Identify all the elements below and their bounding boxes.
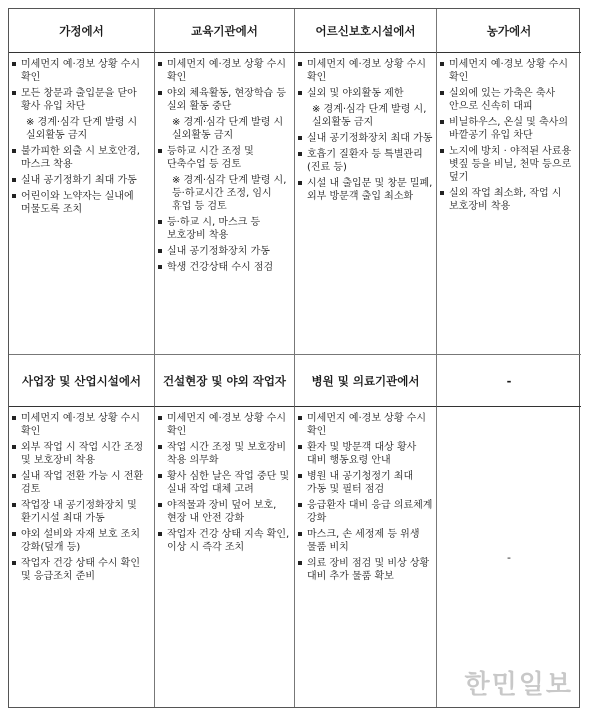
- guideline-item: 의료 장비 점검 및 비상 상황 대비 추가 물품 확보: [298, 557, 433, 583]
- guideline-item: 불가피한 외출 시 보호안경, 마스크 착용: [12, 145, 151, 171]
- guideline-item: 미세먼지 예·경보 상황 수시 확인: [298, 412, 433, 438]
- guideline-item: 실내 작업 전환 가능 시 전환 검토: [12, 470, 151, 496]
- guideline-item: 실내 공기정화기 최대 가동: [12, 174, 151, 187]
- guideline-item: 실내 공기정화장치 가동: [158, 245, 291, 258]
- content-cell-school: [155, 53, 295, 355]
- guideline-item: 호흡기 질환자 등 특별관리(진료 등): [298, 148, 433, 174]
- guideline-item: 작업자 건강 상태 수시 확인 및 응급조치 준비: [12, 557, 151, 583]
- content-cell-senior-facility: [295, 53, 437, 355]
- guideline-item: 마스크, 손 세정제 등 위생 물품 비치: [298, 528, 433, 554]
- guideline-item: 작업 시간 조정 및 보호장비 착용 의무화: [158, 441, 291, 467]
- guideline-item: 미세먼지 예·경보 상황 수시 확인: [12, 412, 151, 438]
- guideline-item: 실외 및 야외활동 제한: [298, 87, 433, 100]
- guideline-item: 비닐하우스, 온실 및 축사의 바깥공기 유입 차단: [440, 116, 578, 142]
- guideline-item: 미세먼지 예·경보 상황 수시 확인: [12, 58, 151, 84]
- header-cell-senior-facility: 어르신보호시설에서: [295, 9, 437, 53]
- guideline-item: 환자 및 방문객 대상 황사 대비 행동요령 안내: [298, 441, 433, 467]
- guideline-item: 병원 내 공기청정기 최대 가동 및 필터 점검: [298, 470, 433, 496]
- guideline-item: 미세먼지 예·경보 상황 수시 확인: [298, 58, 433, 84]
- guideline-item: 시설 내 출입문 및 창문 밀폐, 외부 방문객 출입 최소화: [298, 177, 433, 203]
- header-cell-school: 교육기관에서: [155, 9, 295, 53]
- guideline-item: 등하교 시간 조정 및 단축수업 등 검토: [158, 145, 291, 171]
- guideline-item: 실외 작업 최소화, 작업 시 보호장비 착용: [440, 187, 578, 213]
- content-cell-hospital: [295, 407, 437, 707]
- header-cell-construction: 건설현장 및 야외 작업자: [155, 355, 295, 407]
- guideline-item: 모든 창문과 출입문을 닫아 황사 유입 차단: [12, 87, 151, 113]
- content-cell-empty: -: [507, 550, 511, 564]
- header-cell-farm: 농가에서: [437, 9, 581, 53]
- note-item: ※ 경계·심각 단계 발령 시 실외활동 금지: [172, 117, 284, 141]
- guideline-item: 야외 체육활동, 현장학습 등 실외 활동 중단: [158, 87, 291, 113]
- guideline-item: 어린이와 노약자는 실내에 머물도록 조치: [12, 190, 151, 216]
- content-cell-farm: [437, 53, 581, 355]
- guideline-item: 실내 공기정화장치 최대 가동: [298, 132, 433, 145]
- publisher-watermark: 한민일보: [464, 670, 573, 700]
- note-item: ※ 경계·심각 단계 발령 시 실외활동 금지: [26, 117, 138, 141]
- header-cell-home: 가정에서: [9, 9, 155, 53]
- content-cell-workplace: [9, 407, 155, 707]
- guideline-item: 응급환자 대비 응급 의료체계 강화: [298, 499, 433, 525]
- guideline-item: 실외에 있는 가축은 축사 안으로 신속히 대피: [440, 87, 578, 113]
- guideline-item: 작업자 건강 상태 지속 확인, 이상 시 즉각 조치: [158, 528, 291, 554]
- header-cell-hospital: 병원 및 의료기관에서: [295, 355, 437, 407]
- guideline-item: 등·하교 시, 마스크 등 보호장비 착용: [158, 216, 291, 242]
- content-cell-construction: [155, 407, 295, 707]
- note-item: ※ 경계·심각 단계 발령 시, 등·하교시간 조정, 임시 휴업 등 검토: [172, 175, 287, 212]
- content-cell-home: [9, 53, 155, 355]
- guideline-item: 작업장 내 공기정화장치 및 환기시설 최대 가동: [12, 499, 151, 525]
- guideline-item: 학생 건강상태 수시 점검: [158, 261, 291, 274]
- guideline-item: 미세먼지 예·경보 상황 수시 확인: [440, 58, 578, 84]
- guideline-item: 미세먼지 예·경보 상황 수시 확인: [158, 412, 291, 438]
- guideline-table: [8, 8, 580, 708]
- guideline-item: 외부 작업 시 작업 시간 조정 및 보호장비 착용: [12, 441, 151, 467]
- header-cell-empty: -: [437, 355, 581, 407]
- note-item: ※ 경계·심각 단계 발령 시, 실외활동 금지: [312, 104, 427, 128]
- header-cell-workplace: 사업장 및 산업시설에서: [9, 355, 155, 407]
- guideline-item: 황사 심한 날은 작업 중단 및 실내 작업 대체 고려: [158, 470, 291, 496]
- guideline-item: 미세먼지 예·경보 상황 수시 확인: [158, 58, 291, 84]
- guideline-item: 노지에 방치 · 야적된 사료용 볏짚 등을 비닐, 천막 등으로 덮기: [440, 145, 578, 184]
- guideline-item: 야적물과 장비 덮어 보호, 현장 내 안전 강화: [158, 499, 291, 525]
- guideline-item: 야외 설비와 자재 보호 조치 강화(덮개 등): [12, 528, 151, 554]
